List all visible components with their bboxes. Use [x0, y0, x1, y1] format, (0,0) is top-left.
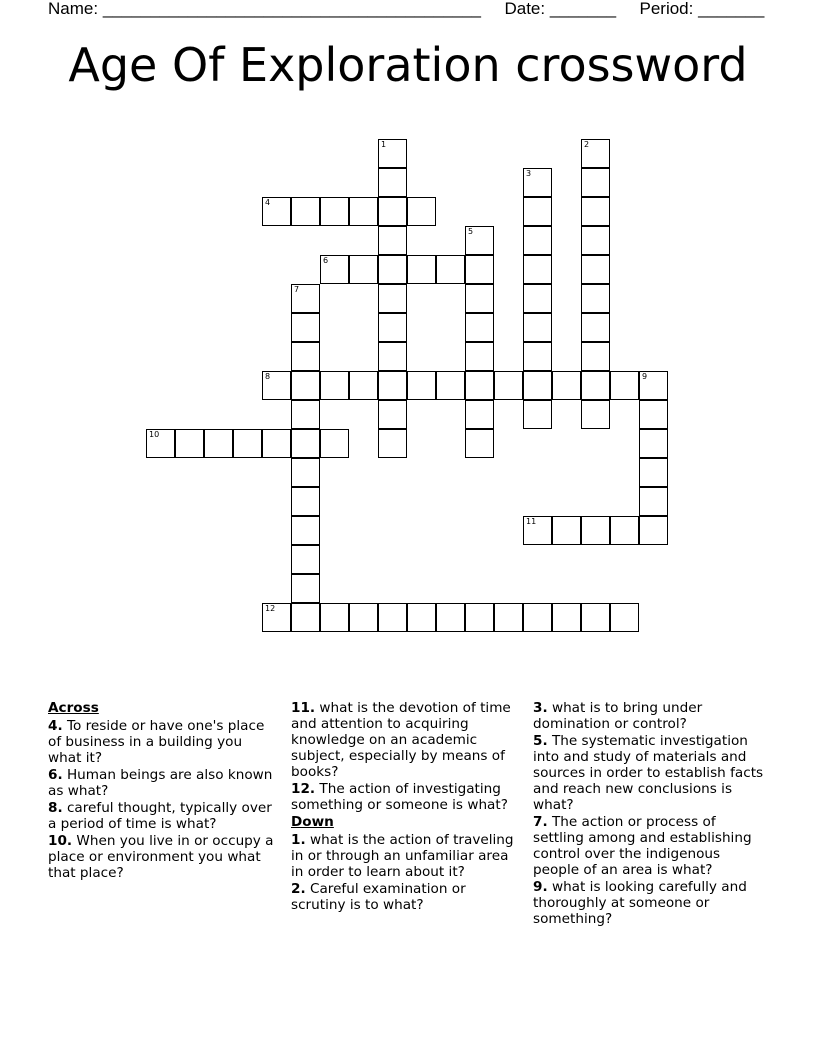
grid-cell[interactable] [523, 197, 552, 226]
grid-cell[interactable] [291, 371, 320, 400]
grid-cell[interactable] [262, 197, 291, 226]
clue-number: 8. [48, 800, 63, 816]
cell-number: 9 [642, 372, 648, 381]
grid-cell[interactable] [523, 284, 552, 313]
clues-column-3 [533, 700, 769, 928]
grid-cell[interactable] [639, 458, 668, 487]
clue-across-6 [48, 767, 278, 799]
grid-cell[interactable] [378, 603, 407, 632]
grid-cell[interactable] [581, 342, 610, 371]
grid-cell[interactable] [291, 516, 320, 545]
grid-cell[interactable] [378, 168, 407, 197]
clue-down-2 [291, 881, 523, 913]
grid-cell[interactable] [349, 255, 378, 284]
grid-cell[interactable] [378, 371, 407, 400]
grid-cell[interactable] [407, 197, 436, 226]
grid-cell[interactable] [581, 371, 610, 400]
page-title: Age Of Exploration crossword [68, 38, 748, 92]
grid-cell[interactable] [262, 371, 291, 400]
grid-cell[interactable] [349, 197, 378, 226]
cell-number: 11 [526, 517, 537, 526]
grid-cell[interactable] [552, 371, 581, 400]
grid-cell[interactable] [378, 255, 407, 284]
clue-text: what is the action of traveling in or through an unfamiliar area in order to learn about it? [291, 832, 514, 880]
grid-cell[interactable] [378, 342, 407, 371]
clue-down-7 [533, 814, 769, 878]
grid-cell[interactable] [639, 487, 668, 516]
clue-across-8 [48, 800, 278, 832]
clue-number: 12. [291, 781, 316, 797]
clue-across-4 [48, 718, 278, 766]
period-line[interactable]: _______ [698, 0, 765, 18]
grid-cell[interactable] [407, 603, 436, 632]
grid-cell[interactable] [639, 516, 668, 545]
grid-cell[interactable] [465, 400, 494, 429]
name-line[interactable]: ________________________________________ [102, 0, 481, 18]
cell-number: 2 [584, 140, 590, 149]
grid-cell[interactable] [523, 342, 552, 371]
grid-cell[interactable] [262, 603, 291, 632]
grid-cell[interactable] [291, 487, 320, 516]
grid-cell[interactable] [523, 516, 552, 545]
grid-cell[interactable] [291, 603, 320, 632]
grid-cell[interactable] [465, 284, 494, 313]
grid-cell[interactable] [523, 400, 552, 429]
grid-cell[interactable] [291, 574, 320, 603]
grid-cell[interactable] [523, 255, 552, 284]
grid-cell[interactable] [378, 284, 407, 313]
grid-cell[interactable] [378, 226, 407, 255]
grid-cell[interactable] [436, 371, 465, 400]
grid-cell[interactable] [146, 429, 175, 458]
clue-text: The systematic investigation into and study of materials and sources in order to establish facts and reach new conclusions is what? [533, 733, 764, 813]
clue-text: Careful examination or scrutiny is to what? [291, 881, 466, 913]
grid-cell[interactable] [320, 371, 349, 400]
across-heading: Across [48, 700, 99, 716]
grid-cell[interactable] [349, 603, 378, 632]
date-label: Date: [504, 0, 546, 18]
clue-text: Human beings are also known as what? [48, 767, 273, 799]
grid-cell[interactable] [262, 429, 291, 458]
grid-cell[interactable] [378, 139, 407, 168]
grid-cell[interactable] [465, 226, 494, 255]
grid-cell[interactable] [581, 313, 610, 342]
grid-cell[interactable] [465, 313, 494, 342]
clue-text: careful thought, typically over a period of time is what? [48, 800, 272, 832]
clue-number: 4. [48, 718, 63, 734]
grid-cell[interactable] [291, 284, 320, 313]
grid-cell[interactable] [465, 371, 494, 400]
grid-cell[interactable] [291, 429, 320, 458]
cell-number: 10 [149, 430, 160, 439]
cell-number: 8 [265, 372, 271, 381]
grid-cell[interactable] [204, 429, 233, 458]
cell-number: 1 [381, 140, 387, 149]
grid-cell[interactable] [465, 342, 494, 371]
grid-cell[interactable] [291, 197, 320, 226]
grid-cell[interactable] [523, 168, 552, 197]
grid-cell[interactable] [378, 313, 407, 342]
clue-text: what is to bring under domination or control? [533, 700, 703, 732]
clue-number: 7. [533, 814, 548, 830]
grid-cell[interactable] [378, 197, 407, 226]
grid-cell[interactable] [639, 371, 668, 400]
clue-number: 1. [291, 832, 306, 848]
grid-cell[interactable] [494, 603, 523, 632]
grid-cell[interactable] [436, 255, 465, 284]
grid-cell[interactable] [407, 371, 436, 400]
clue-across-12 [291, 781, 523, 813]
clue-across-11 [291, 700, 523, 780]
grid-cell[interactable] [465, 255, 494, 284]
grid-cell[interactable] [349, 371, 378, 400]
grid-cell[interactable] [320, 197, 349, 226]
grid-cell[interactable] [639, 429, 668, 458]
grid-cell[interactable] [407, 255, 436, 284]
grid-cell[interactable] [233, 429, 262, 458]
grid-cell[interactable] [320, 255, 349, 284]
grid-cell[interactable] [610, 371, 639, 400]
grid-cell[interactable] [436, 603, 465, 632]
grid-cell[interactable] [523, 226, 552, 255]
clue-number: 11. [291, 700, 316, 716]
grid-cell[interactable] [610, 516, 639, 545]
grid-cell[interactable] [494, 371, 523, 400]
grid-cell[interactable] [581, 603, 610, 632]
period-label: Period: [639, 0, 694, 18]
grid-cell[interactable] [291, 342, 320, 371]
date-line[interactable]: _______ [549, 0, 617, 18]
grid-cell[interactable] [465, 603, 494, 632]
grid-cell[interactable] [378, 429, 407, 458]
clue-number: 10. [48, 833, 73, 849]
clues-column-1 [48, 700, 278, 882]
grid-cell[interactable] [552, 516, 581, 545]
grid-cell[interactable] [581, 197, 610, 226]
grid-cell[interactable] [581, 255, 610, 284]
grid-cell[interactable] [523, 371, 552, 400]
clue-text: what is looking carefully and thoroughly at someone or something? [533, 879, 747, 927]
grid-cell[interactable] [639, 400, 668, 429]
cell-number: 4 [265, 198, 271, 207]
grid-cell[interactable] [581, 516, 610, 545]
grid-cell[interactable] [291, 458, 320, 487]
clue-text: To reside or have one's place of business in a building you what it? [48, 718, 265, 766]
grid-cell[interactable] [291, 400, 320, 429]
grid-cell[interactable] [291, 545, 320, 574]
clue-down-3 [533, 700, 769, 732]
clue-number: 9. [533, 879, 548, 895]
grid-cell[interactable] [291, 313, 320, 342]
clues-column-2 [291, 700, 523, 914]
clue-text: The action or process of settling among and establishing control over the indigenous people of an area is what? [533, 814, 752, 878]
clue-text: what is the devotion of time and attention to acquiring knowledge on an academic subject, especially by means of books? [291, 700, 511, 780]
grid-cell[interactable] [581, 226, 610, 255]
clue-number: 6. [48, 767, 63, 783]
clue-text: When you live in or occupy a place or environment you what that place? [48, 833, 274, 881]
grid-cell[interactable] [523, 313, 552, 342]
grid-cell[interactable] [581, 284, 610, 313]
grid-cell[interactable] [581, 400, 610, 429]
clue-text: The action of investigating something or someone is what? [291, 781, 508, 813]
grid-cell[interactable] [175, 429, 204, 458]
name-label: Name: [48, 0, 99, 18]
cell-number: 5 [468, 227, 474, 236]
grid-cell[interactable] [610, 603, 639, 632]
clue-down-5 [533, 733, 769, 813]
cell-number: 6 [323, 256, 329, 265]
clue-number: 5. [533, 733, 548, 749]
clue-down-1 [291, 832, 523, 880]
clue-number: 3. [533, 700, 548, 716]
grid-cell[interactable] [378, 400, 407, 429]
clue-number: 2. [291, 881, 306, 897]
grid-cell[interactable] [581, 168, 610, 197]
grid-cell[interactable] [320, 603, 349, 632]
clue-across-10 [48, 833, 278, 881]
grid-cell[interactable] [552, 603, 581, 632]
down-heading: Down [291, 814, 334, 830]
grid-cell[interactable] [523, 603, 552, 632]
grid-cell[interactable] [320, 429, 349, 458]
cell-number: 12 [265, 604, 276, 613]
cell-number: 7 [294, 285, 300, 294]
clue-down-9 [533, 879, 769, 927]
grid-cell[interactable] [465, 429, 494, 458]
grid-cell[interactable] [581, 139, 610, 168]
cell-number: 3 [526, 169, 532, 178]
